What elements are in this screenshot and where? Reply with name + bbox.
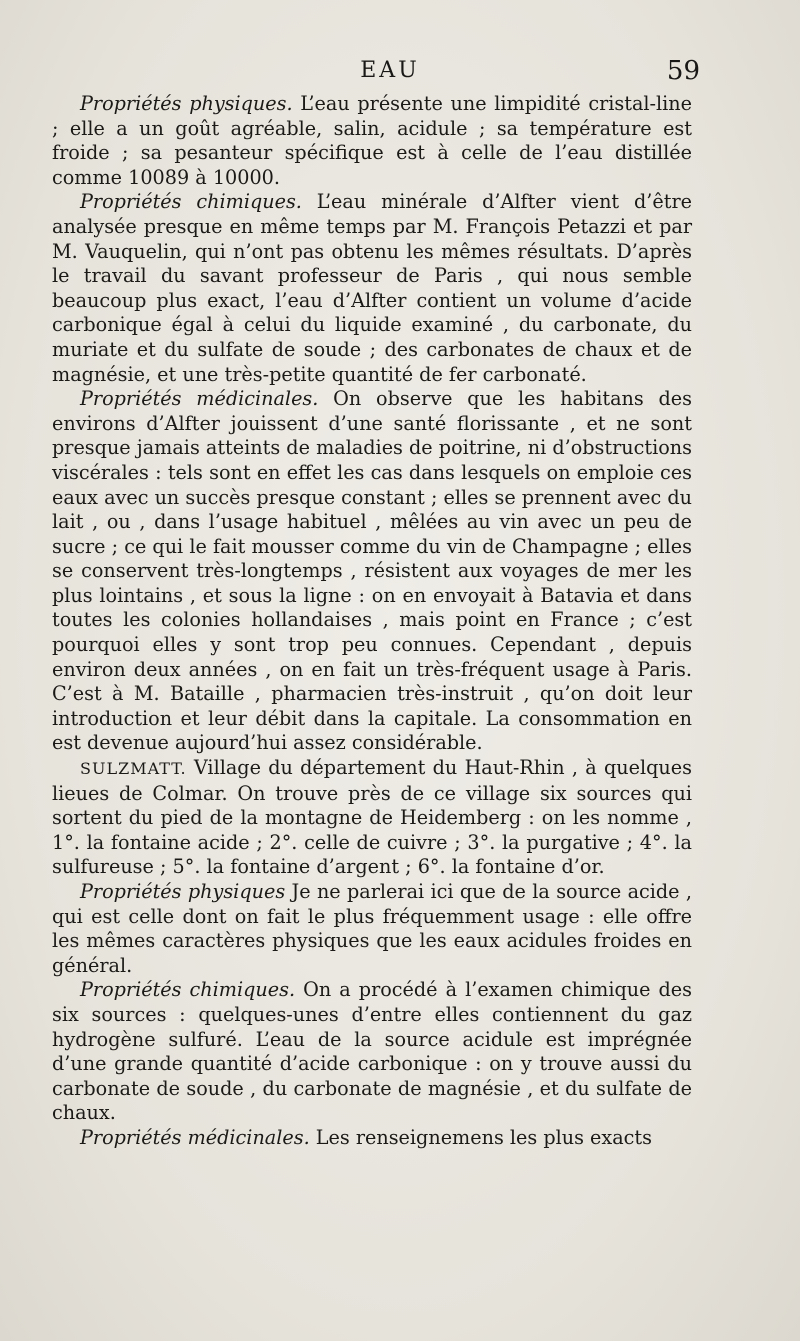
- paragraph-text: On observe que les habitans des environs d’Alfter jouissent d’une santé florissante , et ne sont presque jamais atteints de maladies de poitrine, ni d’obstructions viscérales : tels sont en effet les cas dans lesquels on emploie ces eaux avec un succès presque constant ; elles se prennent avec du lait , ou , dans l’usage habituel , mêlées au vin avec un peu de sucre ; ce qui le fait mousser comme du vin de Champagne ; elles se conservent très-longtemps , résistent aux voyages de mer les plus lointains , et sous la ligne : on en envoyait à Batavia et dans toutes les colonies hollandaises , mais point en France ; c’est pourquoi elles y sont trop peu connues. Cependant , depuis environ deux années , on en fait un très-fréquent usage à Paris. C’est à M. Bataille , pharmacien très-instruit , qu’on doit leur introduction et leur débit dans la capitale. La consommation en est devenue aujourd’hui assez considérable.: [52, 387, 692, 755]
- paragraph-text: L’eau présente une limpidité cristal-line ; elle a un goût agréable, salin, acidule ; sa température est froide ; sa pesanteur spécifique est à celle de l’eau distillée comme 10089 à 10000.: [52, 92, 692, 189]
- paragraph-text: Je ne parlerai ici que de la source acide , qui est celle dont on fait le plus fréquemment usage : elle offre les mêmes caractères physiques que les eaux acidules froides en général.: [52, 880, 693, 977]
- page-number: 59: [666, 56, 700, 86]
- entry-sulzmatt: [52, 756, 692, 880]
- section-heading: Propriétés physiques: [80, 880, 286, 903]
- running-head: EAU: [360, 58, 420, 83]
- entry-title: SULZMATT.: [80, 759, 187, 779]
- paragraph-text: Village du département du Haut-Rhin , à quelques lieues de Colmar. On trouve près de ce village six sources qui sortent du pied de la montagne de Heidemberg : on les nomme , 1°. la fontaine acide ; 2°. celle de cuivre ; 3°. la purgative ; 4°. la sulfureuse ; 5°. la fontaine d’argent ; 6°. la fontaine d’or.: [52, 756, 692, 879]
- body-text: [52, 92, 692, 1151]
- section-heading: Propriétés physiques.: [80, 92, 293, 115]
- paragraph-text: L’eau minérale d’Alfter vient d’être analysée presque en même temps par M. François Petazzi et par M. Vauquelin, qui n’ont pas obtenu les mêmes résultats. D’après le travail du savant professeur de Paris , qui nous semble beaucoup plus exact, l’eau d’Alfter contient un volume d’acide carbonique égal à celui du liquide examiné , du carbonate, du muriate et du sulfate de soude ; des carbonates de chaux et de magnésie, et une très-petite quantité de fer carbonaté.: [52, 190, 692, 386]
- paragraph-medicinal-properties: [52, 387, 692, 756]
- paragraph-physical-properties: [52, 92, 692, 190]
- section-heading: Propriétés médicinales.: [80, 1125, 310, 1149]
- paragraph-chemical-properties-2: [52, 978, 692, 1126]
- paragraph-chemical-properties: [52, 190, 692, 387]
- paragraph-physical-properties-2: [52, 880, 692, 978]
- section-heading: Propriétés chimiques.: [80, 190, 302, 214]
- paragraph-text: On a procédé à l’examen chimique des six sources : quelques-unes d’entre elles contiennent du gaz hydrogène sulfuré. L’eau de la source acidule est imprégnée d’une grande quantité d’acide carbonique : on y trouve aussi du carbonate de soude , du carbonate de magnésie , et du sulfate de chaux.: [52, 978, 693, 1125]
- section-heading: Propriétés médicinales.: [80, 387, 319, 411]
- paragraph-medicinal-properties-2: [52, 1126, 692, 1151]
- section-heading: Propriétés chimiques.: [80, 978, 296, 1002]
- page-header: [80, 58, 700, 92]
- paragraph-text: Les renseignemens les plus exacts: [309, 1125, 652, 1149]
